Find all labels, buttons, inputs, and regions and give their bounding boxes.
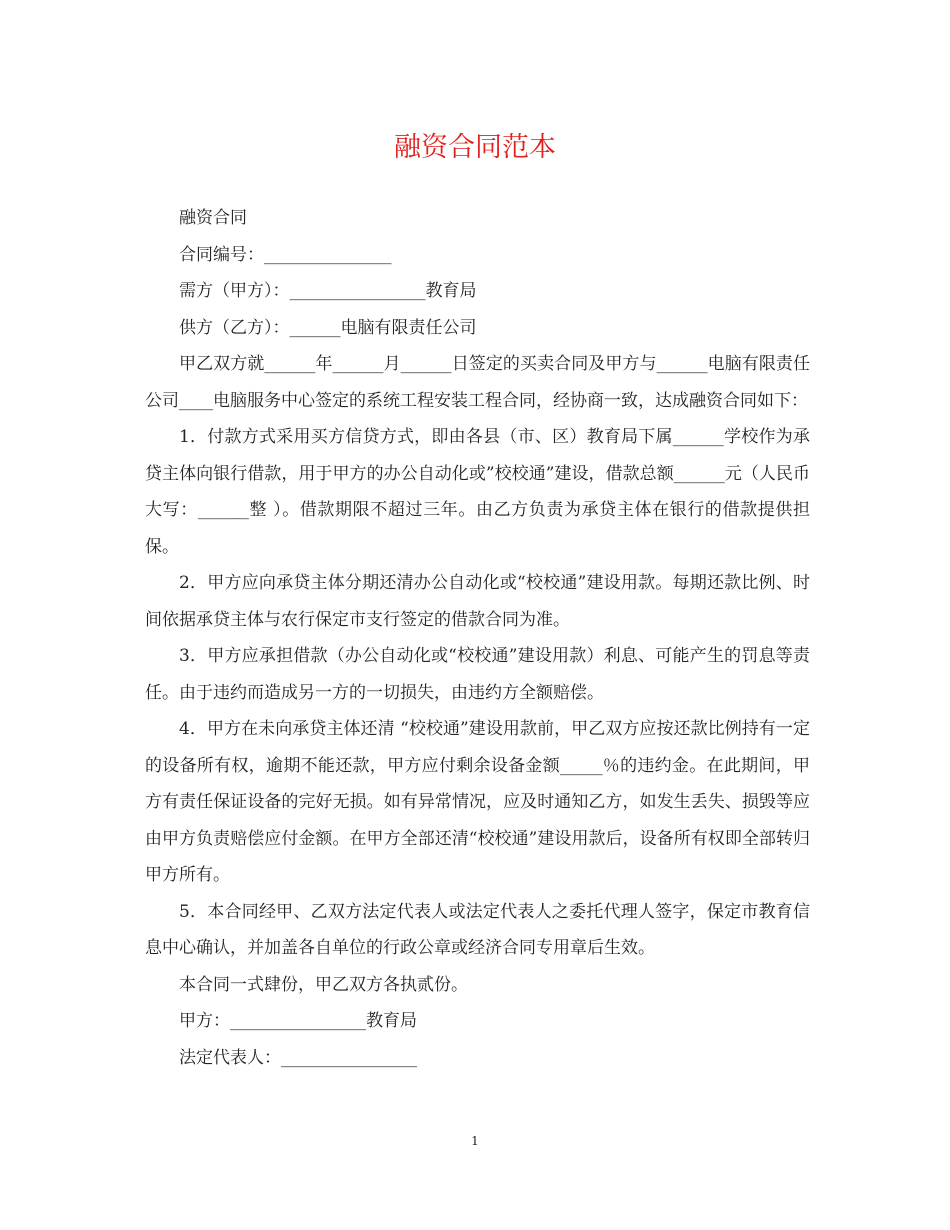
paragraph-preamble: 甲乙双方就______年______月______日签定的买卖合同及甲方与______电脑有限责任公司____电脑服务中心签定的系统工程安装工程合同，经协商一致，达成融资合同如下：	[145, 354, 810, 411]
paragraph-signature-party-a: 甲方：________________教育局	[179, 1011, 417, 1031]
paragraph-heading: 融资合同	[179, 208, 247, 228]
paragraph-clause-2: 2．甲方应向承贷主体分期还清办公自动化或“校校通”建设用款。每期还款比例、时间依据承贷主体与农行保定市支行签定的借款合同为准。	[145, 573, 810, 630]
page-number: 1	[471, 1134, 479, 1148]
paragraph-party-a: 需方（甲方）：________________教育局	[179, 281, 477, 301]
paragraph-party-b: 供方（乙方）：______电脑有限责任公司	[179, 317, 477, 338]
paragraph-contract-number: 合同编号：_______________	[179, 244, 392, 265]
paragraph-clause-4: 4．甲方在未向承贷主体还清 “校校通”建设用款前，甲乙双方应按还款比例持有一定的设备所有权，逾期不能还款，甲方应付剩余设备金额_____％的违约金。在此期间，甲方有责任保证设备的完好无损。如有异常情况，应及时通知乙方，如发生丢失、损毁等应由甲方负责赔偿应付金额。在甲方全部还清“校校通”建设用款后，设备所有权即全部转归甲方所有。	[145, 719, 810, 885]
paragraph-copies: 本合同一式肆份，甲乙双方各执贰份。	[179, 974, 468, 995]
paragraph-clause-3: 3．甲方应承担借款（办公自动化或“校校通”建设用款）利息、可能产生的罚息等责任。由于违约而造成另一方的一切损失，由违约方全额赔偿。	[145, 646, 810, 703]
document-body	[145, 200, 810, 1076]
paragraph-clause-1: 1．付款方式采用买方信贷方式，即由各县（市、区）教育局下属______学校作为承贷主体向银行借款，用于甲方的办公自动化或”校校通”建设，借款总额______元（人民币大写：______整 ）。借款期限不超过三年。由乙方负责为承贷主体在银行的借款提供担保。	[145, 427, 810, 557]
paragraph-clause-5: 5．本合同经甲、乙双方法定代表人或法定代表人之委托代理人签字，保定市教育信息中心确认，并加盖各自单位的行政公章或经济合同专用章后生效。	[145, 901, 810, 958]
paragraph-legal-representative: 法定代表人：________________	[179, 1047, 417, 1068]
document-title: 融资合同范本	[394, 132, 556, 163]
